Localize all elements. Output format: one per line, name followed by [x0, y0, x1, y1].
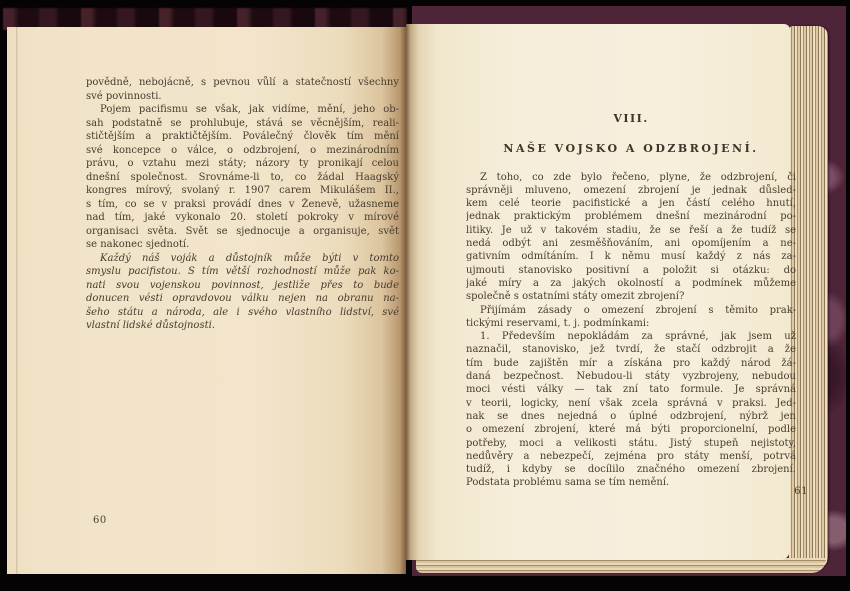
- text-line: Z toho, co zde bylo řečeno, plyne, že odzbrojení, či: [480, 171, 796, 183]
- text-line: daná bezpečnost. Nebudou-li státy vyzbrojeny, nebudou: [466, 371, 796, 383]
- text-line: v teorii, logicky, není však zcela správná v praksi. Jed-: [466, 397, 796, 409]
- left-page-text: [86, 76, 399, 333]
- text-line: smyslu pacifistou. S tím větší rozhodností může pak ko-: [86, 266, 399, 277]
- text-line: gativním odmítáním. I k němu musí každý z nás za-: [466, 251, 796, 263]
- paragraph: [86, 103, 399, 252]
- text-line: nad tím, jaké vykonalo 20. století pokroky v mírové: [86, 212, 399, 223]
- text-line: kongres mírový, svolaný r. 1907 carem Mikulášem II.,: [86, 185, 399, 196]
- right-page-number: 61: [794, 486, 808, 497]
- right-page-paragraphs: [466, 171, 796, 490]
- text-line: tudíž, i kdyby se docílilo značného omezení zbrojení.: [466, 464, 796, 476]
- left-page: [7, 27, 406, 574]
- text-line: potřeby, moci a velikosti státu. Jistý stupeň nejistoty,: [466, 437, 796, 449]
- text-line: ujmouti stanovisko positivní a položit si otázku: do: [466, 264, 796, 276]
- left-page-number: 60: [93, 515, 107, 526]
- text-line: litiky. Je už v takovém stadiu, že se řeší a že tudíž se: [466, 224, 796, 236]
- text-line: nati svou vojenskou povinnost, jestliže přes to bude: [86, 279, 399, 291]
- text-line: tím bude zajištěn mír a získána pro každý národ žá-: [466, 357, 796, 369]
- text-line: šeho státu a národa, ale i svého vlastního lidství, své: [86, 306, 399, 318]
- paragraph: [86, 76, 399, 103]
- text-line: donucen vésti opravdovou válku nejen na obranu na-: [86, 293, 399, 304]
- text-line: naznačil, stanovisko, jež tvrdí, že stačí odzbrojit a že: [466, 344, 796, 356]
- paragraph: [466, 330, 796, 490]
- right-page: [406, 24, 808, 560]
- paragraph: [86, 252, 399, 333]
- text-line: nedůvěry a nebezpečí, zejména pro státy menší, potrvá: [466, 450, 796, 462]
- chapter-title: NAŠE VOJSKO A ODZBROJENÍ.: [503, 142, 759, 156]
- text-line: se nakonec sjednotí.: [86, 239, 190, 250]
- text-line: společně s ostatními státy omezit zbrojení?: [466, 291, 685, 303]
- text-line: jaké míry a za jakých okolností a podmínek můžeme: [466, 277, 796, 289]
- text-line: Přijímám zásady o omezení zbrojení s těmito prak-: [480, 304, 796, 316]
- text-line: s tím, co se v praksi provádí dnes v Ženevě, užasneme: [86, 198, 399, 210]
- text-line: správněji mluveno, omezení zbrojení je jednak důsled-: [466, 184, 796, 196]
- text-line: kem celé teorie pacifistické a jen částí celého hnutí,: [466, 198, 796, 210]
- right-page-text: [466, 112, 796, 490]
- text-line: nedá odbýt ani zesměšňováním, ani opomíjením a ne-: [466, 238, 796, 250]
- chapter-number: VIII.: [613, 112, 649, 125]
- text-line: Pojem pacifismu se však, jak vidíme, mění, jeho ob-: [100, 104, 399, 115]
- text-line: nak se dnes nejedná o úplné odzbrojení, nýbrž jen: [466, 410, 796, 422]
- text-line: své koncepce o válce, o odzbrojení, o mezinárodním: [86, 144, 399, 156]
- text-line: své povinnosti.: [86, 90, 162, 102]
- paragraph: [466, 304, 796, 331]
- text-line: organisaci světa. Svět se sjednocuje a organisuje, svět: [86, 225, 399, 237]
- text-line: dnešní společnost. Srovnáme-li to, co žádal Haagský: [86, 171, 399, 183]
- text-line: tickými reservami, t. j. podmínkami:: [466, 317, 650, 329]
- text-line: právu, o vztahu mezi státy; názory ty pronikají celou: [86, 158, 399, 169]
- page-edges-bottom: [416, 558, 826, 573]
- text-line: vlastní lidské důstojnosti.: [86, 320, 215, 331]
- text-line: povědně, nebojácně, s pevnou vůlí a statečností všechny: [86, 77, 399, 88]
- text-line: 1. Především nepokládám za správné, jak jsem už: [480, 331, 796, 343]
- text-line: o omezení zbrojení, které má býti proporcionelní, podle: [466, 424, 796, 436]
- paragraph: [466, 171, 796, 304]
- text-line: jednak praktickým problémem dnešní mezinárodní po-: [466, 211, 796, 223]
- text-line: moci vésti války — tak zní tato formule. Je správná: [466, 384, 796, 396]
- text-line: sah podstatně se prohlubuje, stává se věcnějším, reali-: [86, 117, 399, 129]
- text-line: Podstata problému sama se tím nemění.: [466, 477, 670, 489]
- text-line: Každý náš voják a důstojník může býti v tomto: [100, 252, 399, 264]
- text-line: stičtějším a praktičtějším. Poválečný člověk tím mění: [86, 131, 399, 142]
